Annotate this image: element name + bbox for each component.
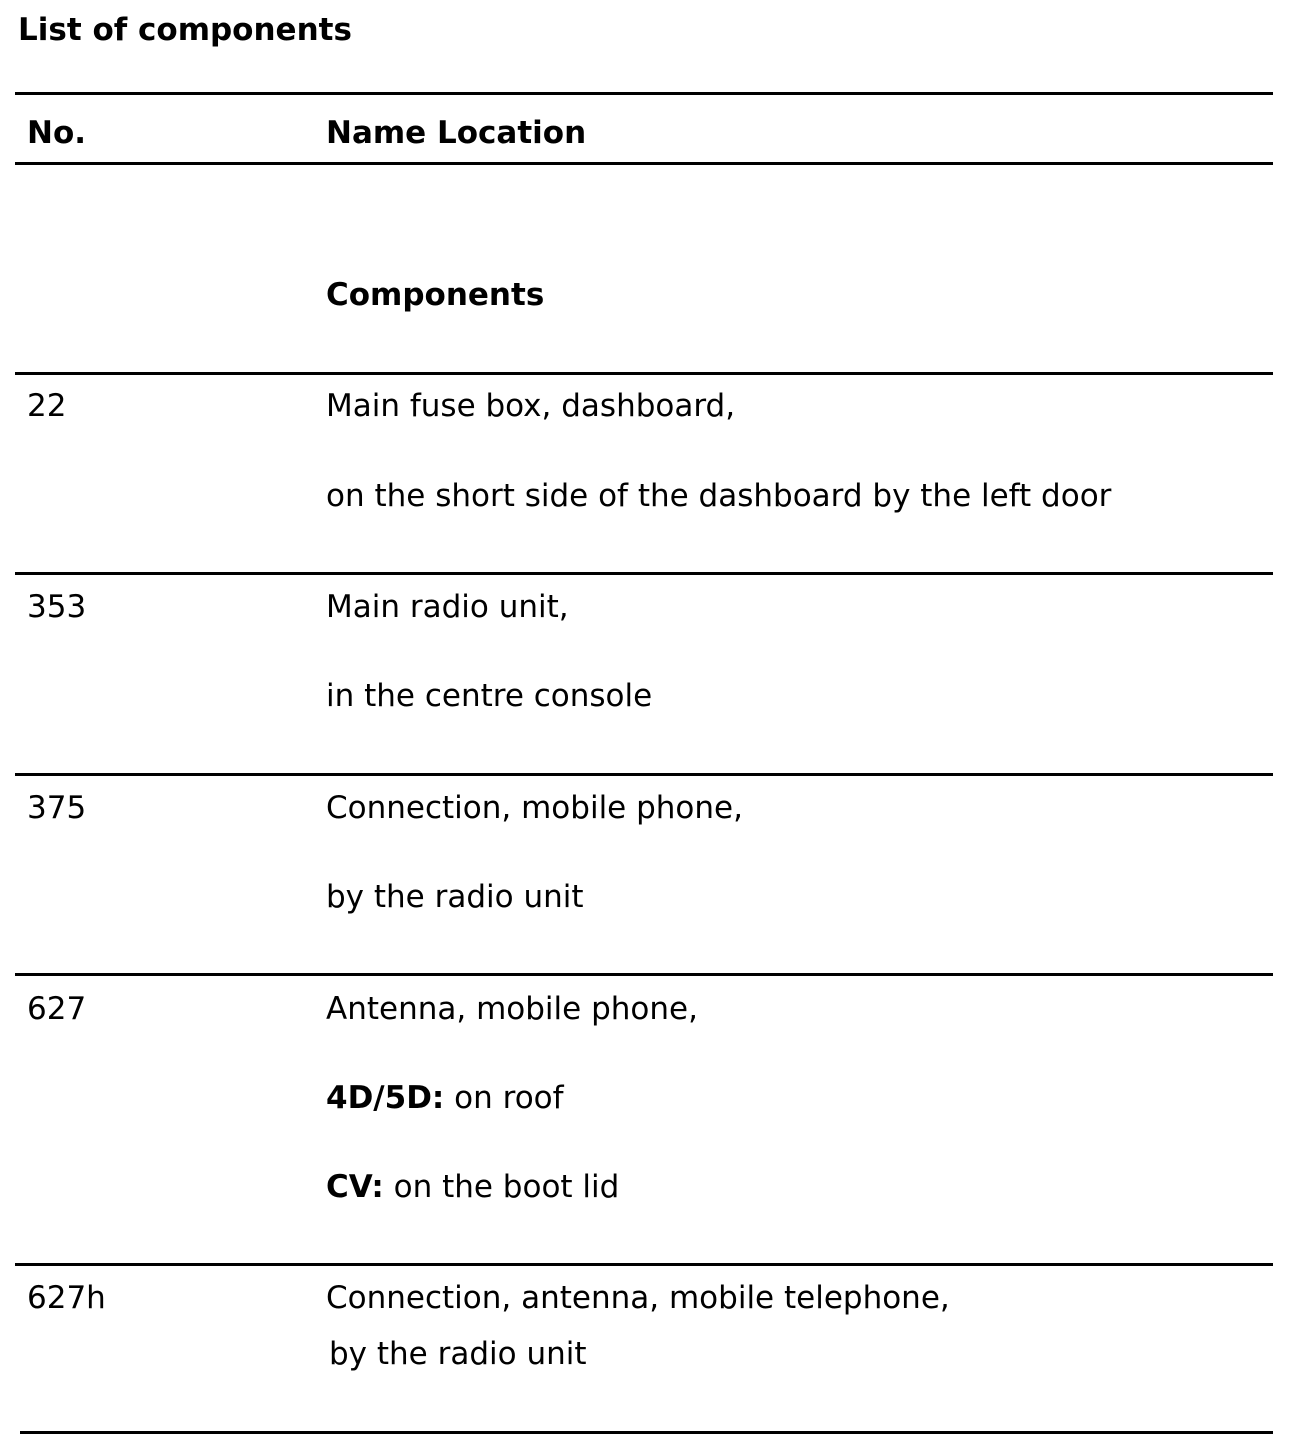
row-location: in the centre console bbox=[326, 678, 653, 714]
row-location: by the radio unit bbox=[326, 879, 584, 915]
column-header-name-location: Name Location bbox=[326, 115, 587, 151]
column-header-no: No. bbox=[27, 115, 87, 151]
row-divider bbox=[15, 372, 1273, 375]
row-number: 22 bbox=[27, 388, 67, 424]
row-name: Connection, mobile phone, bbox=[326, 790, 743, 826]
row-name: Connection, antenna, mobile telephone, bbox=[326, 1280, 950, 1316]
row-divider bbox=[15, 973, 1273, 976]
variant-text: on the boot lid bbox=[383, 1169, 620, 1205]
row-number: 353 bbox=[27, 589, 87, 625]
row-divider bbox=[15, 773, 1273, 776]
variant-text: on roof bbox=[444, 1080, 564, 1116]
table-top-rule bbox=[15, 92, 1273, 95]
row-number: 627h bbox=[27, 1280, 106, 1316]
row-name: Antenna, mobile phone, bbox=[326, 991, 698, 1027]
row-divider bbox=[15, 572, 1273, 575]
row-number: 627 bbox=[27, 991, 87, 1027]
row-number: 375 bbox=[27, 790, 87, 826]
row-location-variant bbox=[326, 1078, 564, 1118]
row-location: on the short side of the dashboard by the left door bbox=[326, 478, 1112, 514]
page-title: List of components bbox=[18, 12, 352, 48]
table-bottom-rule bbox=[20, 1431, 1273, 1434]
row-name: Main radio unit, bbox=[326, 589, 569, 625]
variant-label: CV: bbox=[326, 1169, 384, 1205]
variant-label: 4D/5D: bbox=[326, 1080, 445, 1116]
section-heading: Components bbox=[326, 277, 545, 313]
header-bottom-rule bbox=[15, 162, 1273, 165]
row-location: by the radio unit bbox=[329, 1336, 587, 1372]
row-location-variant bbox=[326, 1167, 619, 1207]
row-divider bbox=[15, 1263, 1273, 1266]
row-name: Main fuse box, dashboard, bbox=[326, 388, 736, 424]
